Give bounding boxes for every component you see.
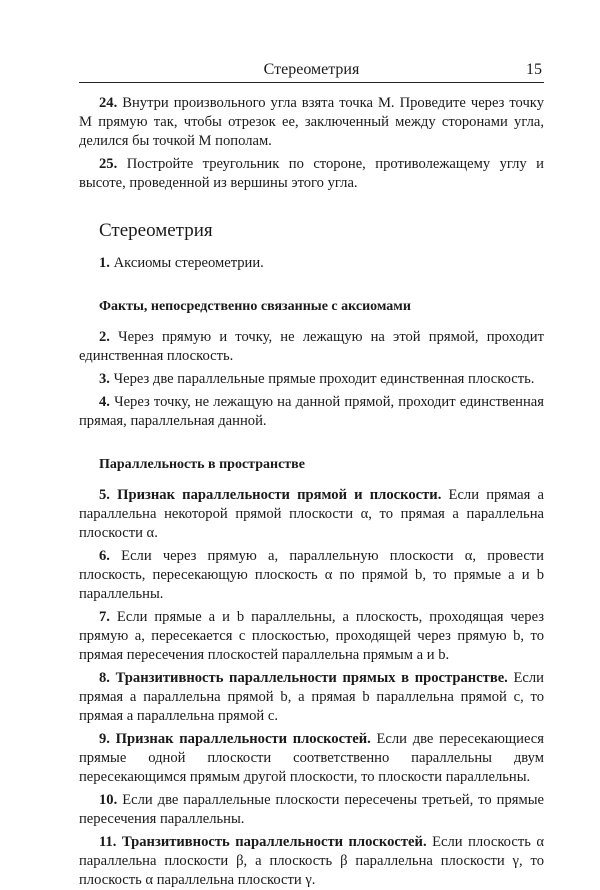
fact-number: 3.: [99, 371, 110, 387]
item-1: [79, 254, 544, 273]
fact-number: 9.: [99, 731, 110, 747]
fact-text: Если две параллельные плоскости пересечены третьей, то прямые пересечения параллельны.: [79, 792, 544, 827]
fact-text: Если прямая a параллельна прямой b, а прямая b параллельна прямой c, то прямая a параллельна прямой c.: [79, 670, 544, 724]
fact-11: [79, 833, 544, 890]
item-text: Аксиомы стереометрии.: [113, 255, 264, 271]
problem-text: Внутри произвольного угла взята точка M. Проведите через точку M прямую так, чтобы отрезок ее, заключенный между сторонами угла, делился бы точкой M пополам.: [79, 95, 544, 149]
fact-10: [79, 791, 544, 829]
fact-term: Признак параллельности плоскостей.: [115, 731, 371, 747]
fact-text: Если через прямую a, параллельную плоскости α, провести плоскость, пересекающую плоскость α по прямой b, то прямые a и b параллельны.: [79, 548, 544, 602]
section-title: Стереометрия: [99, 220, 213, 241]
fact-term: Транзитивность параллельности плоскостей.: [121, 834, 427, 850]
fact-3: [79, 370, 544, 389]
fact-7: [79, 608, 544, 665]
fact-8: [79, 669, 544, 726]
fact-text: Через точку, не лежащую на данной прямой, проходит единственная прямая, параллельная данной.: [79, 394, 544, 429]
item-number: 1.: [99, 255, 110, 271]
fact-6: [79, 547, 544, 604]
fact-term: Признак параллельности прямой и плоскости.: [117, 487, 442, 503]
fact-number: 4.: [99, 394, 110, 410]
fact-number: 8.: [99, 670, 110, 686]
fact-text: Если две пересекающиеся прямые одной плоскости соответственно параллельны двум пересекающимся прямым другой плоскости, то плоскости параллельны.: [79, 731, 544, 785]
fact-number: 2.: [99, 329, 110, 345]
running-header: [79, 59, 544, 83]
subsection-title: Факты, непосредственно связанные с аксиомами: [99, 299, 411, 314]
page-body: [79, 94, 544, 890]
problem-24: [79, 94, 544, 151]
running-title: Стереометрия: [263, 61, 360, 78]
problem-number: 25.: [99, 156, 118, 172]
subsection-title: Параллельность в пространстве: [99, 457, 305, 472]
problem-number: 24.: [99, 95, 118, 111]
fact-term: Транзитивность параллельности прямых в пространстве.: [115, 670, 508, 686]
fact-number: 5.: [99, 487, 110, 503]
fact-number: 10.: [99, 792, 118, 808]
fact-4: [79, 393, 544, 431]
fact-number: 6.: [99, 548, 110, 564]
fact-text: Через две параллельные прямые проходит единственная плоскость.: [113, 371, 535, 387]
fact-5: [79, 486, 544, 543]
fact-number: 7.: [99, 609, 110, 625]
fact-text: Через прямую и точку, не лежащую на этой прямой, проходит единственная плоскость.: [79, 329, 544, 364]
fact-text: Если прямая a параллельна некоторой прямой плоскости α, то прямая a параллельна плоскости α.: [79, 487, 544, 541]
fact-text: Если плоскость α параллельна плоскости β, а плоскость β параллельна плоскости γ, то плоскость α параллельна плоскости γ.: [79, 834, 544, 888]
fact-text: Если прямые a и b параллельны, а плоскость, проходящая через прямую a, пересекается с плоскостью, проходящей через прямую b, то прямая пересечения плоскостей параллельна прямым a и b.: [79, 609, 545, 663]
header-rule: [79, 82, 544, 83]
fact-2: [79, 328, 544, 366]
page-number: 15: [526, 61, 542, 78]
fact-9: [79, 730, 544, 787]
fact-number: 11.: [99, 834, 117, 850]
problem-25: [79, 155, 544, 193]
problem-text: Постройте треугольник по стороне, противолежащему углу и высоте, проведенной из вершины этого угла.: [79, 156, 544, 191]
